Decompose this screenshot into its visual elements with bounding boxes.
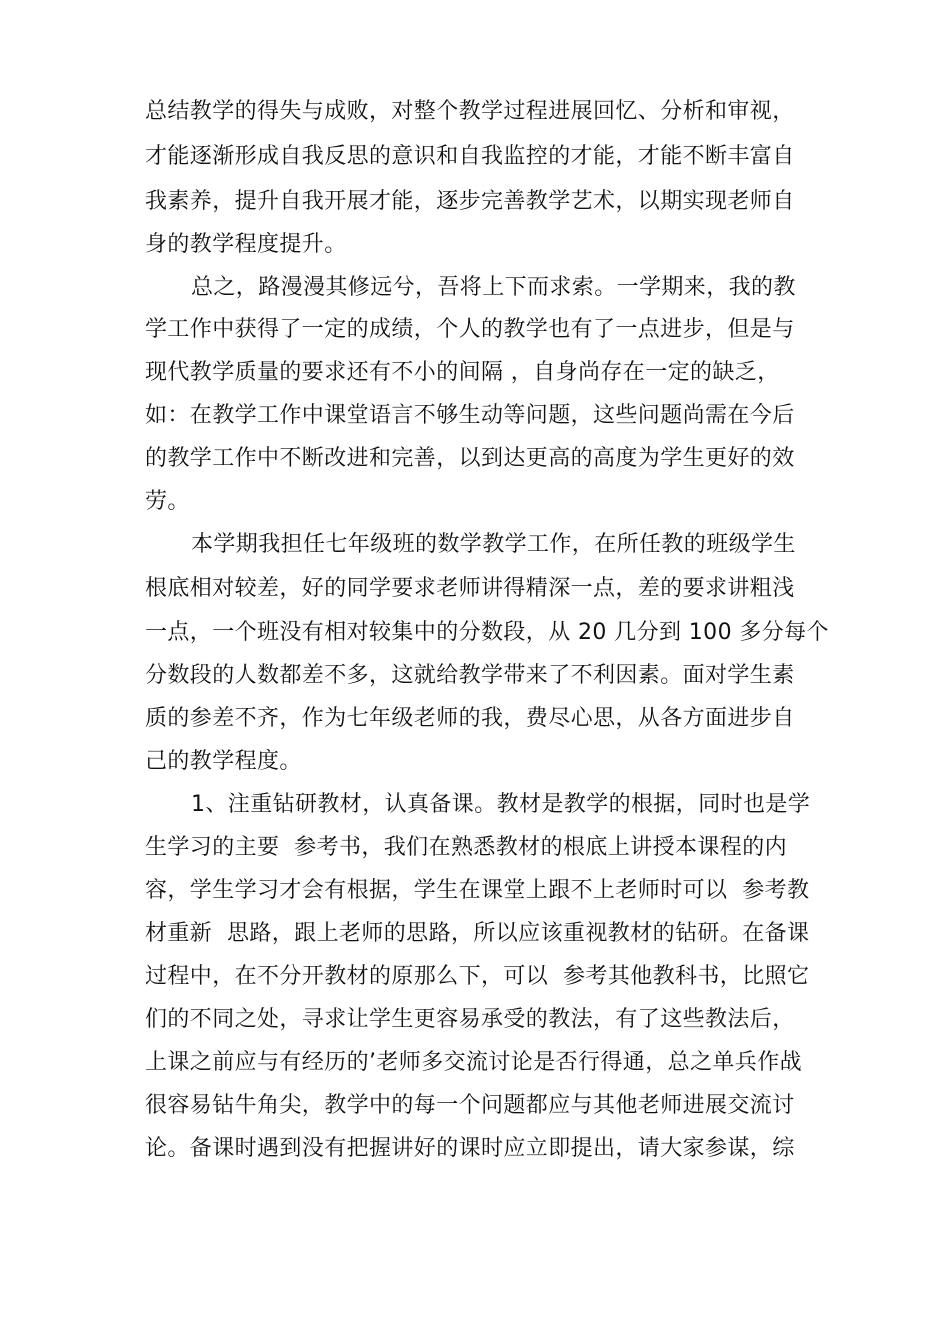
text-line: 生学习的主要 参考书，我们在熟悉教材的根底上讲授本课程的内 — [145, 835, 787, 860]
text-line: 才能逐渐形成自我反思的意识和自我监控的才能，才能不断丰富自 — [145, 144, 795, 169]
text-line: 我素养，提升自我开展才能，逐步完善教学艺术，以期实现老师自 — [145, 189, 795, 214]
text-line: 身的教学程度提升。 — [145, 232, 347, 257]
text-line: 很容易钻牛角尖，教学中的每一个问题都应与其他老师进展交流讨 — [145, 1093, 795, 1118]
text-line: 容，学生学习才会有根据，学生在课堂上跟不上老师时可以 参考教 — [145, 878, 810, 903]
text-line: 本学期我担任七年级班的数学教学工作，在所任教的班级学生 — [191, 532, 796, 557]
text-line: 己的教学程度。 — [145, 749, 302, 774]
text-line: 现代教学质量的要求还有不小的间隔 ，自身尚存在一定的缺乏， — [145, 360, 780, 385]
text-line: 学工作中获得了一定的成绩，个人的教学也有了一点进步，但是与 — [145, 317, 795, 342]
text-line: 总之，路漫漫其修远兮，吾将上下而求索。一学期来，我的教 — [191, 275, 796, 300]
text-line: 们的不同之处，寻求让学生更容易承受的教法，有了这些教法后， — [145, 1007, 795, 1032]
text-line: 上课之前应与有经历的’老师多交流讨论是否行得通，总之单兵作战 — [145, 1050, 802, 1075]
text-line: 根底相对较差，好的同学要求老师讲得精深一点，差的要求讲粗浅 — [145, 576, 795, 601]
text-line: 1、注重钻研教材，认真备课。教材是教学的根据，同时也是学 — [191, 792, 811, 817]
text-line: 质的参差不齐，作为七年级老师的我，费尽心思，从各方面进步自 — [145, 706, 795, 731]
text-line: 论。备课时遇到没有把握讲好的课时应立即提出，请大家参谋，综 — [145, 1136, 795, 1161]
text-line: 过程中，在不分开教材的原那么下，可以 参考其他教科书，比照它 — [145, 964, 810, 989]
text-line: 劳。 — [145, 489, 190, 514]
text-line: 一点，一个班没有相对较集中的分数段，从 20 几分到 100 多分每个 — [145, 620, 829, 645]
text-line: 分数段的人数都差不多，这就给教学带来了不利因素。面对学生素 — [145, 663, 795, 688]
text-line: 总结教学的得失与成败，对整个教学过程进展回忆、分析和审视， — [145, 99, 795, 124]
text-line: 材重新 思路，跟上老师的思路，所以应该重视教材的钻研。在备课 — [145, 921, 810, 946]
text-line: 如：在教学工作中课堂语言不够生动等问题，这些问题尚需在今后 — [145, 403, 795, 428]
text-line: 的教学工作中不断改进和完善，以到达更高的高度为学生更好的效 — [145, 446, 795, 471]
